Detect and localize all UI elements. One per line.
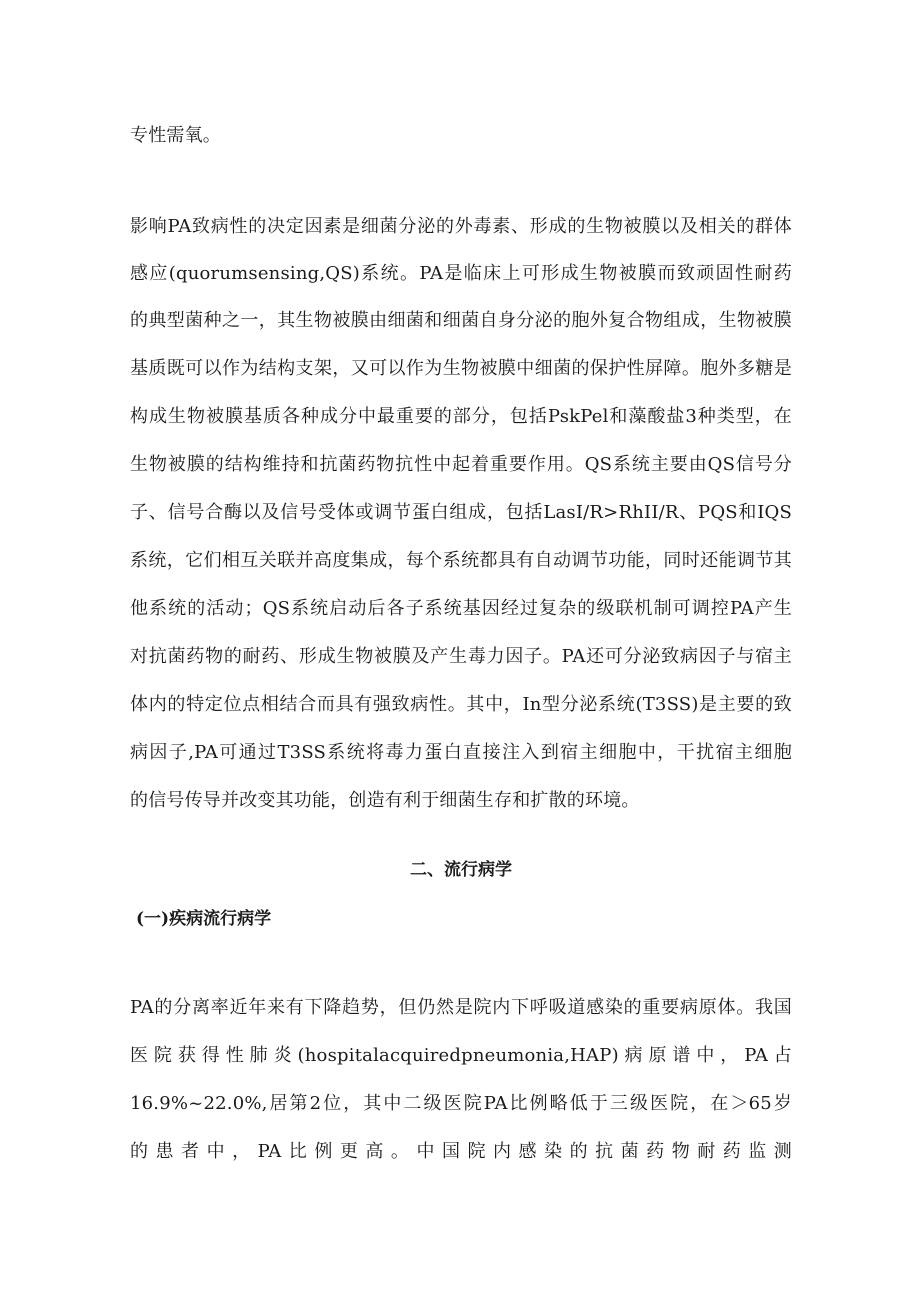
paragraph-line: 基质既可以作为结构支架，又可以作为生物被膜中细菌的保护性屏障。胞外多糖是 xyxy=(130,358,792,379)
paragraph-line: 子、信号合酶以及信号受体或调节蛋白组成，包括LasI/R>RhII/R、PQS和IQS xyxy=(130,502,792,523)
paragraph-line: 影响PA致病性的决定因素是细菌分泌的外毒素、形成的生物被膜以及相关的群体 xyxy=(130,216,792,237)
paragraph-line: 系统，它们相互关联并高度集成，每个系统都具有自动调节功能，同时还能调节其 xyxy=(130,550,792,571)
paragraph-line: 体内的特定位点相结合而具有强致病性。其中，In型分泌系统(T3SS)是主要的致 xyxy=(130,694,792,715)
paragraph-line: 他系统的活动；QS系统启动后各子系统基因经过复杂的级联机制可调控PA产生 xyxy=(130,598,792,619)
paragraph-line: 病因子,PA可通过T3SS系统将毒力蛋白直接注入到宿主细胞中，干扰宿主细胞 xyxy=(130,742,792,763)
paragraph-line: 的信号传导并改变其功能，创造有利于细菌生存和扩散的环境。 xyxy=(130,790,640,811)
intro-tail-line: 专性需氧。 xyxy=(130,125,221,146)
paragraph-line: 医院获得性肺炎(hospitalacquiredpneumonia,HAP)病原谱中，PA占 xyxy=(130,1045,792,1066)
paragraph-line: 感应(quorumsensing,QS)系统。PA是临床上可形成生物被膜而致顽固性耐药 xyxy=(130,263,792,284)
subsection-heading: (一)疾病流行病学 xyxy=(136,909,272,929)
section-heading: 二、流行病学 xyxy=(410,860,512,880)
paragraph-line: 构成生物被膜基质各种成分中最重要的部分，包括PskPel和藻酸盐3种类型，在 xyxy=(130,406,792,427)
paragraph-line: PA的分离率近年来有下降趋势，但仍然是院内下呼吸道感染的重要病原体。我国 xyxy=(130,997,792,1018)
paragraph-line: 的典型菌种之一，其生物被膜由细菌和细菌自身分泌的胞外复合物组成，生物被膜 xyxy=(130,310,792,331)
paragraph-line: 对抗菌药物的耐药、形成生物被膜及产生毒力因子。PA还可分泌致病因子与宿主 xyxy=(130,646,792,667)
paragraph-line: 16.9%~22.0%,居第2位，其中二级医院PA比例略低于三级医院，在＞65岁 xyxy=(130,1093,792,1114)
paragraph-line: 生物被膜的结构维持和抗菌药物抗性中起着重要作用。QS系统主要由QS信号分 xyxy=(130,454,792,475)
paragraph-line: 的患者中，PA比例更高。中国院内感染的抗菌药物耐药监测 xyxy=(130,1141,792,1162)
